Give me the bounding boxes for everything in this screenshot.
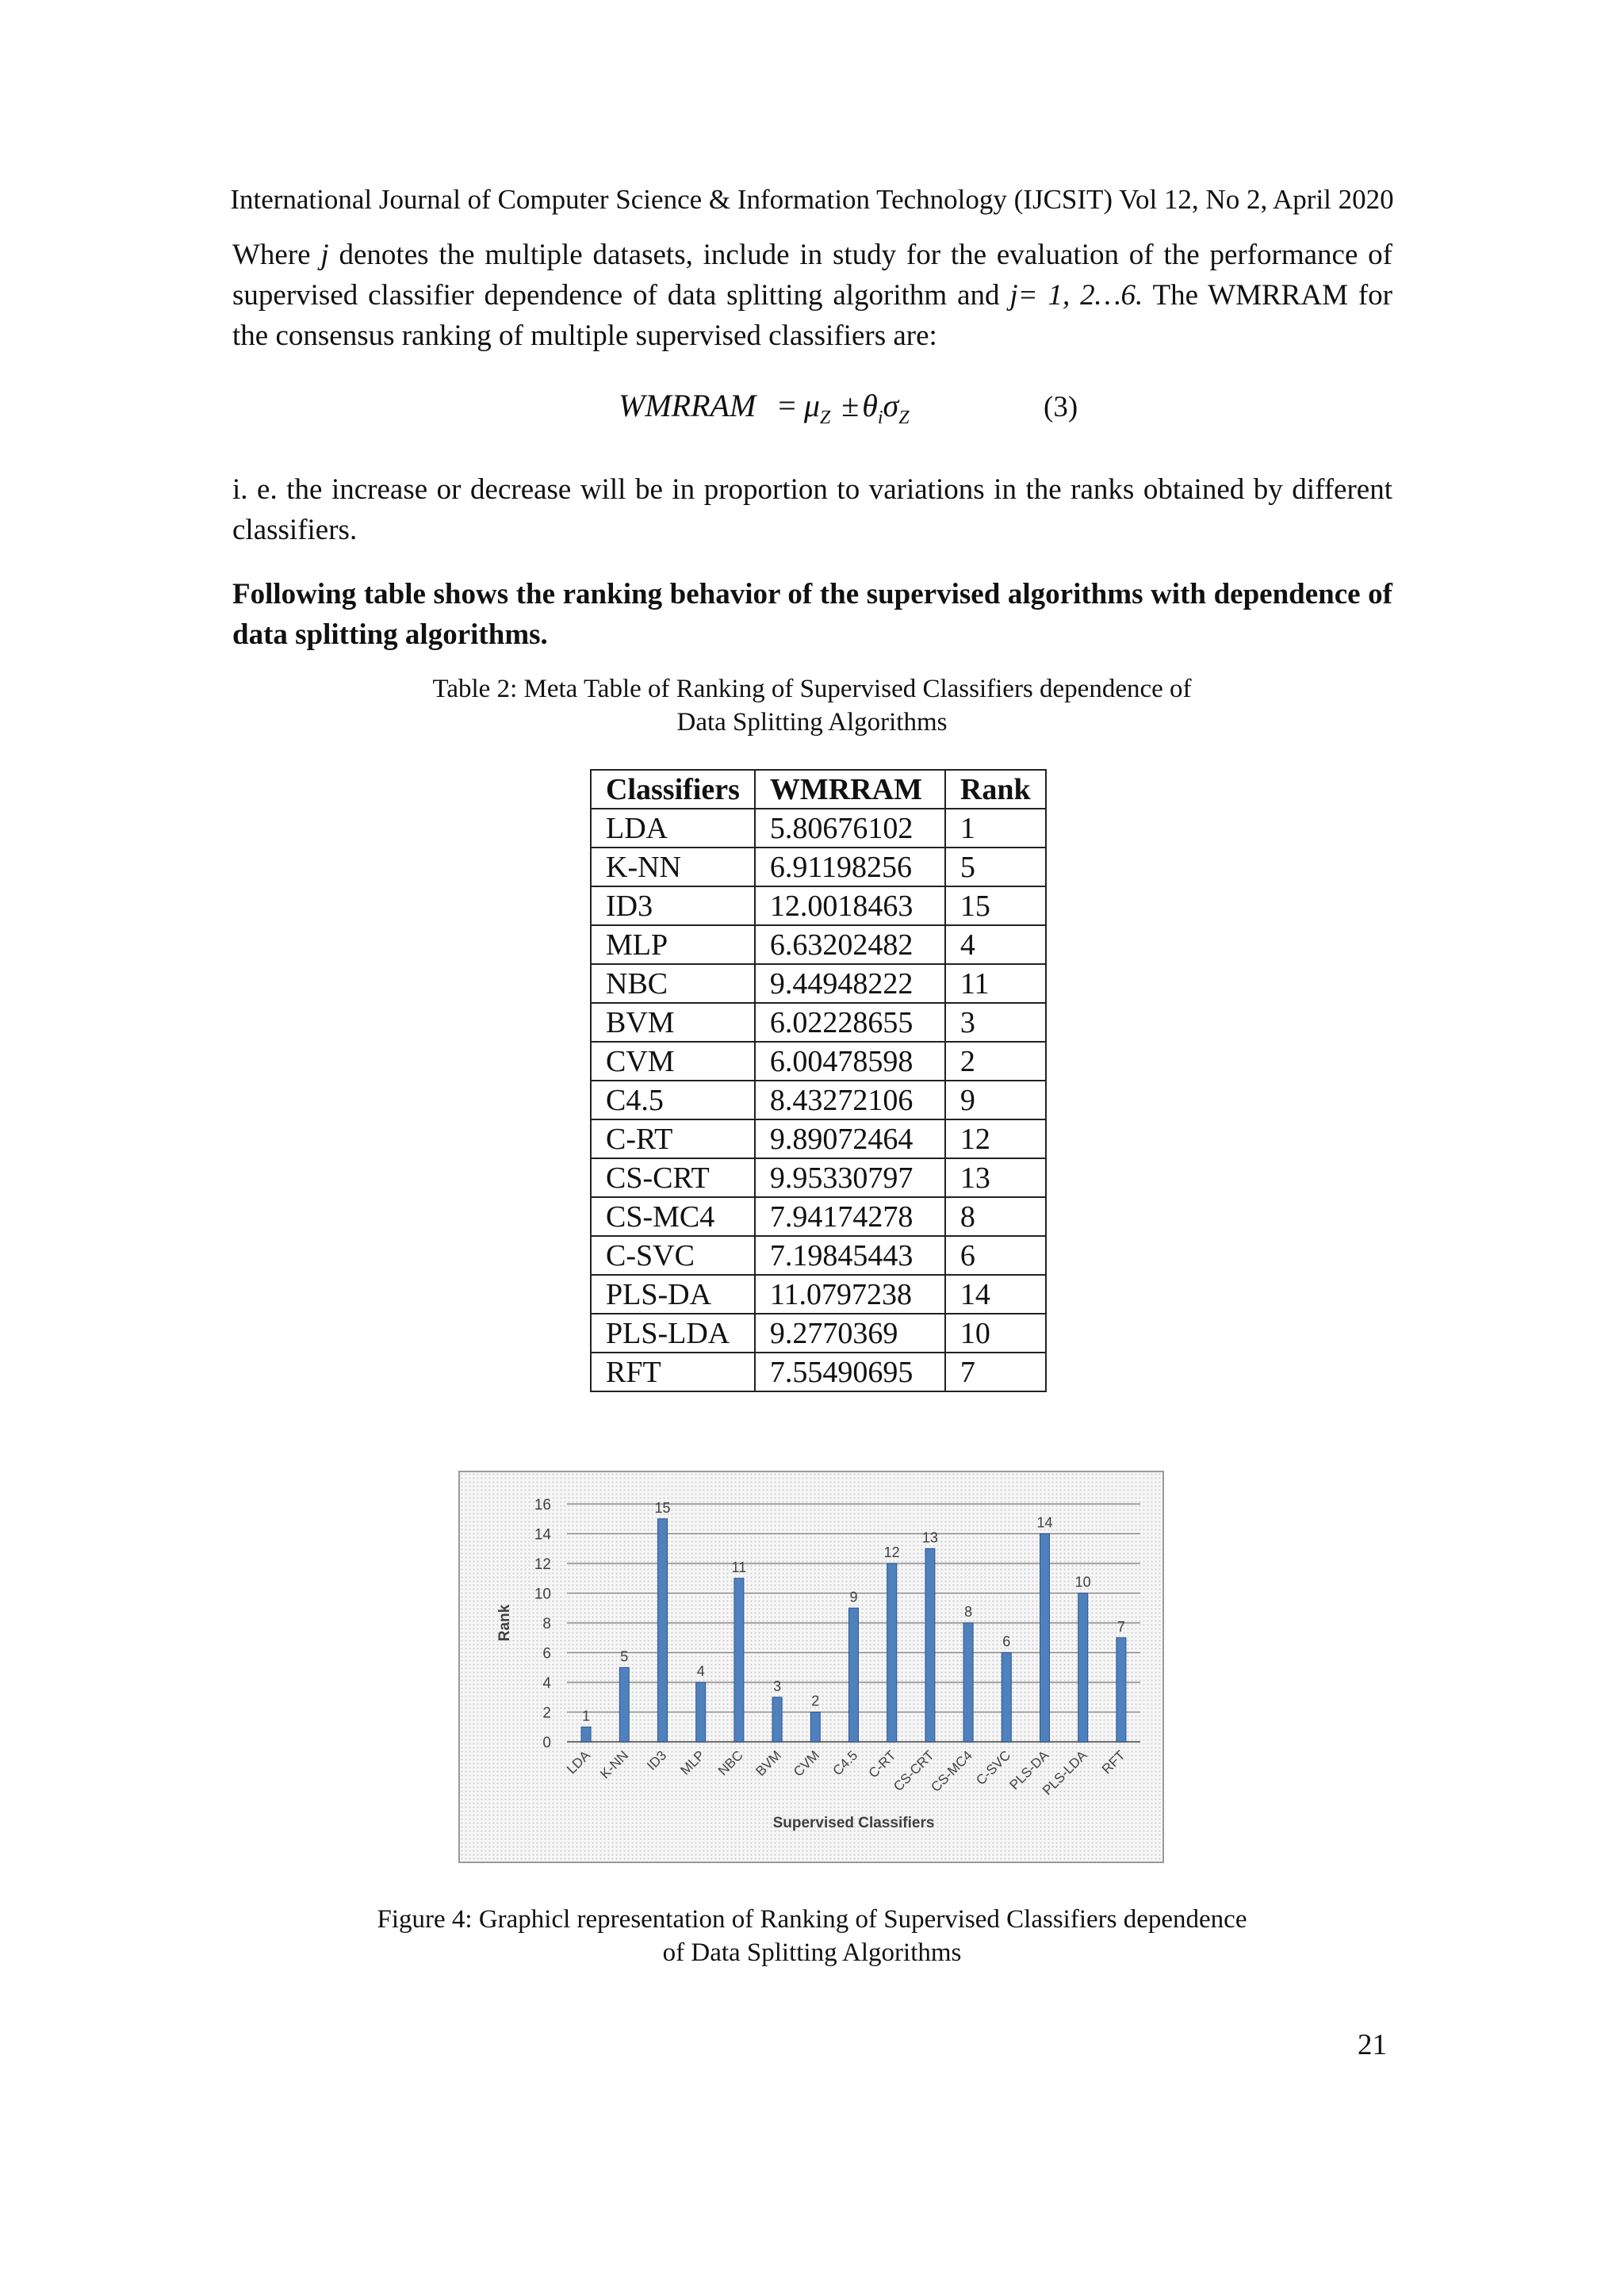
cell-classifier: CS-CRT — [591, 1158, 755, 1197]
para1-text-b: denotes the multiple datasets, include in study for the evaluation of the performance of supervised classifier dependence of data splitting algorithm and — [232, 239, 1393, 312]
cell-classifier: K-NN — [591, 848, 755, 886]
x-tick-label: LDA — [564, 1747, 593, 1777]
y-tick-label: 14 — [534, 1526, 551, 1544]
x-tick-label: CVM — [790, 1747, 823, 1780]
cell-classifier: BVM — [591, 1003, 755, 1042]
cell-classifier: NBC — [591, 964, 755, 1003]
x-tick-label: C4.5 — [829, 1747, 861, 1779]
table-row — [591, 964, 1046, 1003]
cell-wmrram: 9.44948222 — [755, 964, 945, 1003]
table-row — [591, 1314, 1046, 1353]
x-tick-label: K-NN — [597, 1747, 632, 1782]
cell-wmrram: 9.89072464 — [755, 1119, 945, 1158]
cell-rank: 11 — [945, 964, 1046, 1003]
paragraph-datasets — [232, 235, 1392, 356]
cell-wmrram: 6.02228655 — [755, 1003, 945, 1042]
bar — [810, 1712, 820, 1743]
bar — [963, 1623, 973, 1742]
x-tick-label: NBC — [714, 1747, 746, 1779]
bar-value-label: 13 — [921, 1529, 938, 1546]
bar-value-label: 1 — [582, 1708, 591, 1724]
para1-var-range: j= 1, 2…6. — [1009, 279, 1143, 312]
bar-value-label: 9 — [849, 1589, 858, 1605]
cell-rank: 9 — [945, 1081, 1046, 1119]
paragraph-table-intro: Following table shows the ranking behavior of the supervised algorithms with dependence of data splitting algorithms. — [232, 578, 1392, 651]
eq-sub-i: i — [877, 408, 883, 428]
x-tick-label: BVM — [753, 1747, 784, 1779]
bar-value-label: 11 — [731, 1559, 747, 1575]
cell-wmrram: 9.95330797 — [755, 1158, 945, 1197]
bar-value-label: 6 — [1002, 1633, 1011, 1650]
bar — [887, 1563, 897, 1742]
cell-classifier: RFT — [591, 1353, 755, 1391]
bar — [581, 1727, 591, 1742]
bar — [925, 1548, 935, 1742]
table-caption-line1: Table 2: Meta Table of Ranking of Supervised Classifiers dependence of — [432, 675, 1192, 703]
bar-value-label: 3 — [773, 1678, 782, 1694]
table-row — [591, 809, 1046, 848]
eq-equals: = — [778, 388, 796, 423]
cell-rank: 7 — [945, 1353, 1046, 1391]
cell-classifier: PLS-DA — [591, 1275, 755, 1314]
bar — [1078, 1594, 1088, 1743]
header-wmrram: WMRRAM — [755, 770, 945, 809]
y-tick-label: 2 — [542, 1705, 551, 1722]
cell-classifier: MLP — [591, 925, 755, 964]
cell-rank: 15 — [945, 886, 1046, 925]
table-row — [591, 1042, 1046, 1081]
cell-classifier: C-SVC — [591, 1236, 755, 1275]
table-row — [591, 848, 1046, 886]
cell-classifier: ID3 — [591, 886, 755, 925]
ranking-table — [590, 769, 1047, 1392]
cell-rank: 2 — [945, 1042, 1046, 1081]
bar-value-label: 4 — [696, 1663, 705, 1679]
eq-mu: μ — [803, 388, 820, 423]
bar — [658, 1519, 668, 1742]
x-tick-label: RFT — [1098, 1747, 1128, 1777]
table-row — [591, 1236, 1046, 1275]
bar — [619, 1667, 629, 1742]
rank-bar-chart — [458, 1471, 1164, 1863]
bar-value-label: 14 — [1036, 1514, 1053, 1531]
table-caption — [0, 672, 1624, 739]
cell-wmrram: 8.43272106 — [755, 1081, 945, 1119]
cell-classifier: PLS-LDA — [591, 1314, 755, 1353]
cell-wmrram: 7.55490695 — [755, 1353, 945, 1391]
eq-sub-z2: Z — [898, 408, 910, 428]
x-tick-label: MLP — [677, 1747, 708, 1778]
table-caption-line2: Data Splitting Algorithms — [676, 708, 948, 737]
cell-classifier: LDA — [591, 809, 755, 848]
equation-number: (3) — [1044, 391, 1078, 423]
bar — [696, 1682, 706, 1742]
bar — [1040, 1534, 1050, 1743]
x-tick-label: PLS-LDA — [1039, 1747, 1090, 1798]
table-header-row — [591, 770, 1046, 809]
x-tick-label: CS-MC4 — [928, 1747, 975, 1795]
cell-classifier: C4.5 — [591, 1081, 755, 1119]
cell-classifier: CVM — [591, 1042, 755, 1081]
para1-var-j: j — [320, 239, 329, 271]
cell-rank: 4 — [945, 925, 1046, 964]
bar-value-label: 15 — [654, 1499, 671, 1516]
eq-plusminus: ± — [841, 388, 860, 423]
paragraph-variation: i. e. the increase or decrease will be in proportion to variations in the ranks obtained by different classifiers. — [232, 473, 1392, 546]
cell-classifier: CS-MC4 — [591, 1197, 755, 1236]
cell-wmrram: 12.0018463 — [755, 886, 945, 925]
y-tick-label: 6 — [542, 1645, 551, 1663]
bar — [1002, 1653, 1011, 1743]
figure-caption-line2: of Data Splitting Algorithms — [662, 1938, 962, 1967]
bar — [734, 1578, 744, 1742]
cell-wmrram: 9.2770369 — [755, 1314, 945, 1353]
table-row — [591, 1081, 1046, 1119]
cell-wmrram: 7.19845443 — [755, 1236, 945, 1275]
table-row — [591, 1003, 1046, 1042]
bar-value-label: 10 — [1074, 1574, 1091, 1590]
y-tick-label: 12 — [534, 1556, 551, 1573]
x-tick-label: CS-CRT — [891, 1747, 937, 1795]
table-row — [591, 1197, 1046, 1236]
eq-sigma: σ — [883, 388, 899, 423]
bar-value-label: 5 — [620, 1648, 629, 1665]
cell-rank: 3 — [945, 1003, 1046, 1042]
figure-caption — [0, 1903, 1624, 1969]
cell-rank: 13 — [945, 1158, 1046, 1197]
cell-rank: 12 — [945, 1119, 1046, 1158]
cell-rank: 14 — [945, 1275, 1046, 1314]
cell-rank: 6 — [945, 1236, 1046, 1275]
table-body — [591, 809, 1046, 1391]
bar-value-label: 12 — [883, 1544, 900, 1560]
equation-wmrram — [619, 387, 910, 429]
cell-wmrram: 6.91198256 — [755, 848, 945, 886]
table-row — [591, 1119, 1046, 1158]
para1-text-a: Where — [232, 239, 321, 271]
table-row — [591, 886, 1046, 925]
y-tick-label: 10 — [534, 1586, 551, 1603]
header-classifiers: Classifiers — [591, 770, 755, 809]
x-tick-label: ID3 — [644, 1747, 670, 1774]
cell-wmrram: 6.00478598 — [755, 1042, 945, 1081]
y-tick-label: 0 — [542, 1735, 551, 1751]
cell-rank: 10 — [945, 1314, 1046, 1353]
bar-value-label: 7 — [1116, 1618, 1125, 1635]
x-tick-label: C-RT — [865, 1747, 899, 1781]
y-tick-label: 8 — [542, 1616, 551, 1632]
eq-sub-z1: Z — [819, 408, 831, 428]
bar — [849, 1608, 859, 1742]
bar-value-label: 8 — [964, 1604, 973, 1620]
x-axis-title: Supervised Classifiers — [772, 1815, 935, 1831]
bar-value-label: 2 — [811, 1693, 820, 1709]
x-tick-label: PLS-DA — [1006, 1747, 1052, 1793]
y-tick-label: 4 — [542, 1675, 551, 1692]
table-row — [591, 1158, 1046, 1197]
table-row — [591, 925, 1046, 964]
cell-classifier: C-RT — [591, 1119, 755, 1158]
x-tick-label: C-SVC — [973, 1747, 1014, 1789]
y-axis-title: Rank — [496, 1604, 513, 1642]
para1-text-c: The WMRRAM for the consensus ranking of multiple supervised classifiers are: — [232, 279, 1392, 352]
table-row — [591, 1353, 1046, 1391]
cell-rank: 1 — [945, 809, 1046, 848]
bar — [1116, 1638, 1126, 1742]
cell-wmrram: 5.80676102 — [755, 809, 945, 848]
cell-rank: 5 — [945, 848, 1046, 886]
y-tick-label: 16 — [534, 1497, 551, 1513]
cell-wmrram: 11.0797238 — [755, 1275, 945, 1314]
cell-wmrram: 7.94174278 — [755, 1197, 945, 1236]
cell-wmrram: 6.63202482 — [755, 925, 945, 964]
eq-lhs: WMRRAM — [619, 388, 756, 423]
table-row — [591, 1275, 1046, 1314]
page-number: 21 — [1358, 2029, 1387, 2061]
chart-svg — [460, 1472, 1162, 1862]
cell-rank: 8 — [945, 1197, 1046, 1236]
figure-caption-line1: Figure 4: Graphicl representation of Ranking of Supervised Classifiers dependence — [377, 1905, 1247, 1934]
eq-theta: θ — [862, 388, 878, 423]
journal-header: International Journal of Computer Science & Information Technology (IJCSIT) Vol 12, No 2, April 2020 — [230, 184, 1394, 215]
header-rank: Rank — [945, 770, 1046, 809]
bar — [772, 1697, 782, 1742]
